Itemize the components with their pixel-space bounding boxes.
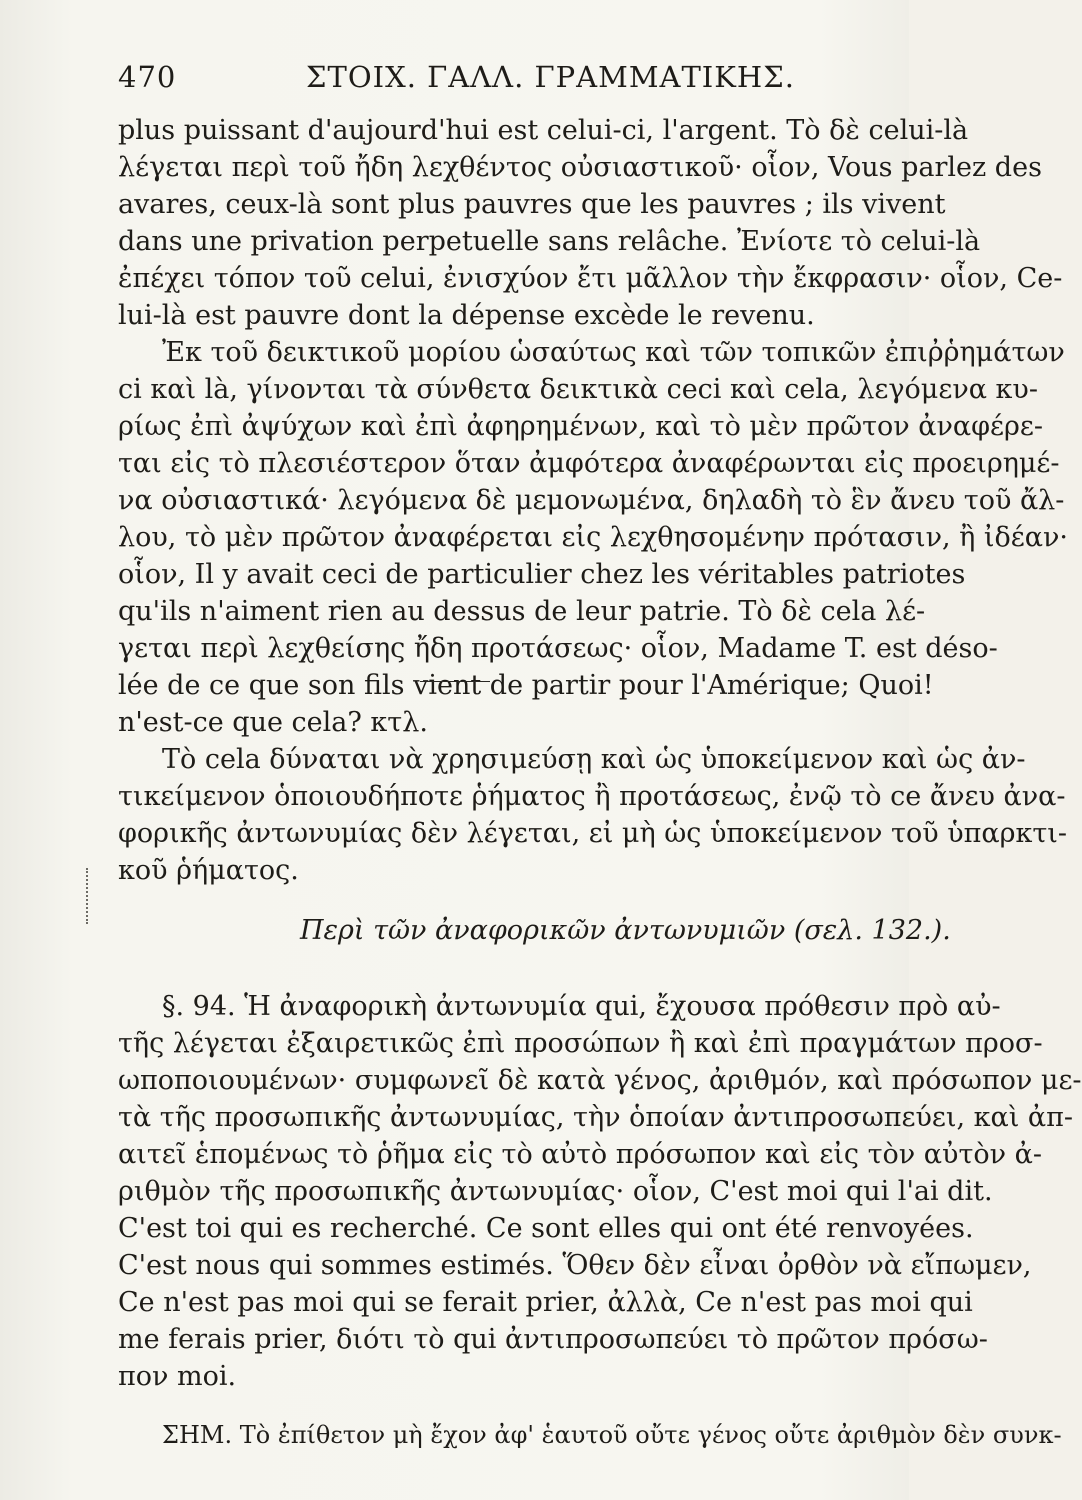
section-heading: Περὶ τῶν ἀναφορικῶν ἀντωνυμιῶν (σελ. 132.). xyxy=(300,915,951,946)
text-line: §. 94. Ἡ ἀναφορικὴ ἀντωνυμία qui, ἔχουσα πρόθεσιν πρὸ αὐ- xyxy=(162,991,1001,1022)
text-line: n'est-ce que cela? κτλ. xyxy=(118,707,428,738)
text-line: ἐπέχει τόπον τοῦ celui, ἐνισχύον ἔτι μᾶλλον τὴν ἔκφρασιν· οἷον, Ce- xyxy=(118,263,1063,294)
text-line: avares, ceux-là sont plus pauvres que les pauvres ; ils vivent xyxy=(118,189,946,220)
text-line: lée de ce que son fils vient de partir pour l'Amérique; Quoi! xyxy=(118,670,934,701)
text-line: ρίως ἐπὶ ἀψύχων καὶ ἐπὶ ἀφηρημένων, καὶ τὸ μὲν πρῶτον ἀναφέρε- xyxy=(118,411,1044,442)
text-line: τὰ τῆς προσωπικῆς ἀντωνυμίας, τὴν ὁποίαν ἀντιπροσωπεύει, καὶ ἀπ- xyxy=(118,1102,1073,1133)
text-line: me ferais prier, διότι τὸ qui ἀντιπροσωπεύει τὸ πρῶτον πρόσω- xyxy=(118,1324,988,1355)
text-line: πον moi. xyxy=(118,1361,237,1392)
text-line: plus puissant d'aujourd'hui est celui-ci, l'argent. Τὸ δὲ celui-là xyxy=(118,115,969,146)
text-line: ωποποιουμένων· συμφωνεῖ δὲ κατὰ γένος, ἀριθμόν, καὶ πρόσωπον με- xyxy=(118,1065,1082,1096)
text-line: λέγεται περὶ τοῦ ἤδη λεχθέντος οὐσιαστικοῦ· οἷον, Vous parlez des xyxy=(118,152,1042,183)
text-line: κοῦ ῥήματος. xyxy=(118,855,299,886)
text-line: Ἐκ τοῦ δεικτικοῦ μορίου ὡσαύτως καὶ τῶν τοπικῶν ἐπιῤῥημάτων xyxy=(162,337,1065,368)
text-line: τῆς λέγεται ἐξαιρετικῶς ἐπὶ προσώπων ἢ καὶ ἐπὶ πραγμάτων προσ- xyxy=(118,1028,1043,1059)
running-title: ΣΤΟΙΧ. ΓΑΛΛ. ΓΡΑΜΜΑΤΙΚΗΣ. xyxy=(306,60,795,94)
text-line: ριθμὸν τῆς προσωπικῆς ἀντωνυμίας· οἷον, C'est moi qui l'ai dit. xyxy=(118,1176,993,1207)
running-header xyxy=(118,60,858,100)
text-line: τικείμενον ὁποιουδήποτε ῥήματος ἢ προτάσεως, ἐνῷ τὸ ce ἄνευ ἀνα- xyxy=(118,781,1066,812)
text-line: να οὐσιαστικά· λεγόμενα δὲ μεμονωμένα, δηλαδὴ τὸ ἓν ἄνευ τοῦ ἄλ- xyxy=(118,485,1065,516)
text-line: C'est nous qui sommes estimés. Ὅθεν δὲν εἶναι ὀρθὸν νὰ εἴπωμεν, xyxy=(118,1250,1032,1281)
text-line: λου, τὸ μὲν πρῶτον ἀναφέρεται εἰς λεχθησομένην πρότασιν, ἢ ἰδέαν· xyxy=(118,522,1068,553)
text-line: dans une privation perpetuelle sans relâche. Ἐνίοτε τὸ celui-là xyxy=(118,226,981,257)
margin-mark xyxy=(86,868,92,924)
text-line: γεται περὶ λεχθείσης ἤδη προτάσεως· οἷον, Madame T. est déso- xyxy=(118,633,998,664)
text-line: Τὸ cela δύναται νὰ χρησιμεύσῃ καὶ ὡς ὑποκείμενον καὶ ὡς ἀν- xyxy=(162,744,1026,775)
text-line: ci καὶ là, γίνονται τὰ σύνθετα δεικτικὰ ceci καὶ cela, λεγόμενα κυ- xyxy=(118,374,1038,405)
text-line: C'est toi qui es recherché. Ce sont elles qui ont été renvoyées. xyxy=(118,1213,974,1244)
text-line: οἷον, Il y avait ceci de particulier chez les véritables patriotes xyxy=(118,559,966,590)
page-number: 470 xyxy=(118,60,177,94)
text-line: ται εἰς τὸ πλεσιέστερον ὅταν ἀμφότερα ἀναφέρωνται εἰς προειρημέ- xyxy=(118,448,1060,479)
text-line: αιτεῖ ἑπομένως τὸ ῥῆμα εἰς τὸ αὐτὸ πρόσωπον καὶ εἰς τὸν αὐτὸν ἀ- xyxy=(118,1139,1042,1170)
text-line: φορικῆς ἀντωνυμίας δὲν λέγεται, εἰ μὴ ὡς ὑποκείμενον τοῦ ὑπαρκτι- xyxy=(118,818,1067,849)
divider-rule xyxy=(420,681,490,682)
text-line: qu'ils n'aiment rien au dessus de leur patrie. Τὸ δὲ cela λέ- xyxy=(118,596,926,627)
text-line: lui-là est pauvre dont la dépense excède le revenu. xyxy=(118,300,815,331)
note-line: ΣΗΜ. Τὸ ἐπίθετον μὴ ἔχον ἀφ' ἑαυτοῦ οὔτε γένος οὔτε ἀριθμὸν δὲν συνκ- xyxy=(162,1421,1062,1449)
text-line: Ce n'est pas moi qui se ferait prier, ἀλλὰ, Ce n'est pas moi qui xyxy=(118,1287,973,1318)
